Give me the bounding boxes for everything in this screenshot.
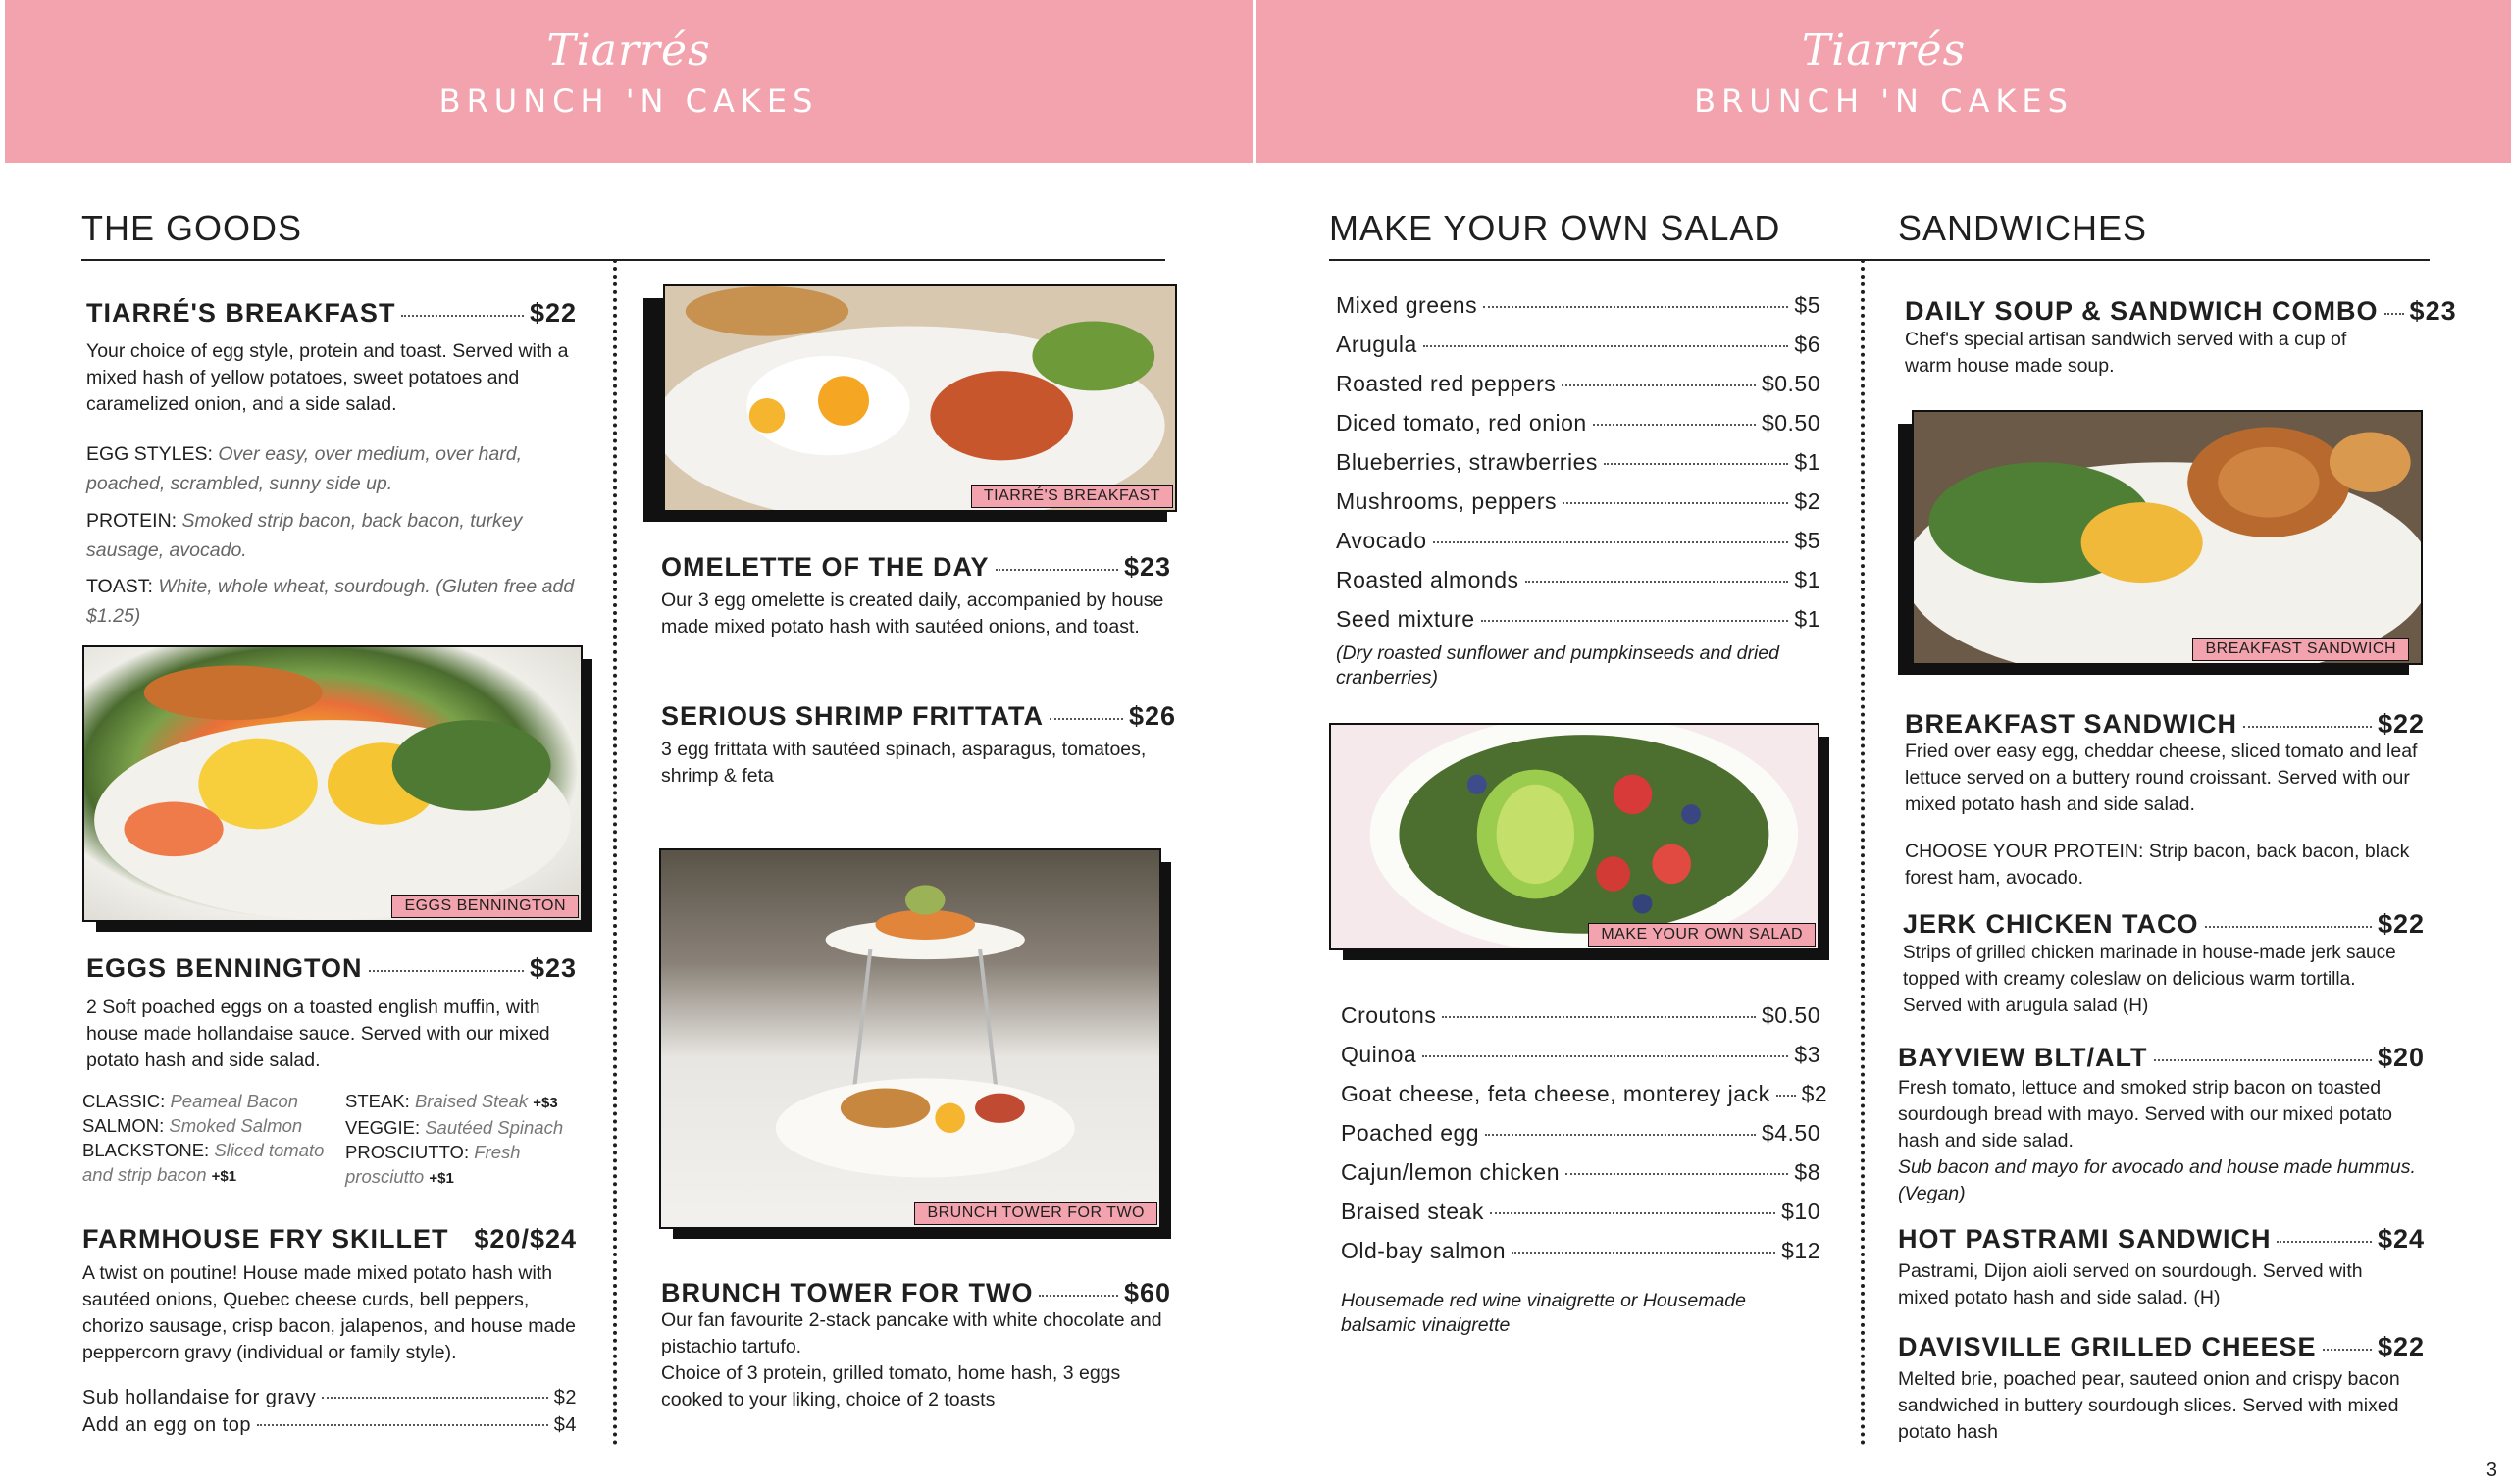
salad-item-price: $8 [1794, 1159, 1820, 1185]
salad-item [1336, 449, 1820, 476]
salad-item-price: $1 [1794, 606, 1820, 632]
salad-item [1341, 1199, 1820, 1225]
photo-caption: BREAKFAST SANDWICH [2192, 638, 2409, 661]
salad-item-price: $0.50 [1761, 1002, 1820, 1028]
photo-caption: MAKE YOUR OWN SALAD [1588, 923, 1816, 947]
brand-subtitle: BRUNCH 'N CAKES [1694, 82, 2074, 120]
salad-item [1336, 488, 1820, 515]
dot-leader [1593, 424, 1756, 426]
salad-item-price: $2 [1794, 488, 1820, 514]
food-image [1331, 725, 1818, 948]
header-banner-right [1256, 0, 2511, 163]
menu-item-title: DAILY SOUP & SANDWICH COMBO $23 [1905, 296, 2457, 326]
item-description: A twist on poutine! House made mixed potato hash with sautéed onions, Quebec cheese curds, bell peppers, chorizo sausage, crisp bacon, jalapenos, and house made peppercorn gravy (individual or family style). [82, 1262, 576, 1363]
dot-leader [1562, 384, 1756, 386]
salad-item-name: Goat cheese, feta cheese, monterey jack [1341, 1081, 1770, 1106]
header-banner-left [5, 0, 1253, 163]
bennington-options-right: STEAK: Braised Steak +$3 VEGGIE: Sautéed Spinach PROSCIUTTO: Fresh prosciutto +$1 [345, 1091, 564, 1187]
tiarres-breakfast-photo [653, 284, 1177, 522]
page-number: 3 [2485, 1459, 2497, 1481]
salad-item [1341, 1159, 1820, 1186]
food-image [1914, 412, 2421, 663]
menu-item-title: BAYVIEW BLT/ALT $20 [1898, 1043, 2425, 1072]
salad-item-name: Mixed greens [1336, 292, 1478, 318]
brand-logo: Tiarrés [546, 26, 711, 76]
salad-item-name: Poached egg [1341, 1120, 1480, 1146]
seed-note: (Dry roasted sunflower and pumpkinseeds and dried cranberries) [1336, 642, 1779, 689]
dot-leader [1512, 1252, 1775, 1254]
dot-leader [1604, 463, 1789, 465]
salad-item-price: $12 [1781, 1238, 1820, 1263]
bennington-options-left: CLASSIC: Peameal Bacon SALMON: Smoked Salmon BLACKSTONE: Sliced tomato and strip bacon +$1 [82, 1091, 325, 1185]
item-description: Chef's special artisan sandwich served with a cup of warm house made soup. [1905, 329, 2347, 377]
menu-item-title: JERK CHICKEN TACO $22 [1903, 909, 2425, 939]
food-image [665, 286, 1175, 510]
salad-item-name: Arugula [1336, 332, 1417, 357]
dot-leader [1490, 1212, 1775, 1214]
salad-item [1336, 292, 1820, 319]
salad-item [1336, 567, 1820, 593]
food-image [84, 647, 581, 920]
salad-item-name: Roasted red peppers [1336, 371, 1557, 396]
salad-item-price: $5 [1794, 528, 1820, 553]
salad-item [1341, 1120, 1820, 1147]
salad-item-price: $6 [1794, 332, 1820, 357]
salad-item [1336, 332, 1820, 358]
salad-item-price: $0.50 [1761, 410, 1820, 435]
item-description: Fried over easy egg, cheddar cheese, sliced tomato and leaf lettuce served on a buttery round croissant. Served with our mixed potato hash and side salad. [1905, 741, 2418, 815]
salad-item [1341, 1042, 1820, 1068]
dot-leader [1563, 502, 1788, 504]
menu-item-title: TIARRÉ'S BREAKFAST $22 [86, 298, 577, 328]
dressing-note: Housemade red wine vinaigrette or Housemade balsamic vinaigrette [1341, 1290, 1746, 1336]
photo-caption: BRUNCH TOWER FOR TWO [914, 1202, 1157, 1225]
dot-leader [1485, 1134, 1756, 1136]
brand-subtitle: BRUNCH 'N CAKES [438, 82, 819, 120]
salad-item-price: $5 [1794, 292, 1820, 318]
item-description: Melted brie, poached pear, sauteed onion and crispy bacon sandwiched in buttery sourdough slices. Served with mixed potato hash [1898, 1368, 2400, 1443]
menu-item-title: BRUNCH TOWER FOR TWO $60 [661, 1278, 1171, 1307]
menu-item-title: HOT PASTRAMI SANDWICH $24 [1898, 1224, 2425, 1254]
salad-item-price: $2 [1801, 1081, 1828, 1106]
item-description: Your choice of egg style, protein and toast. Served with a mixed hash of yellow potatoes, sweet potatoes and caramelized onion, and a side salad. [86, 340, 569, 415]
salad-item-price: $4.50 [1761, 1120, 1820, 1146]
dot-leader [1776, 1095, 1796, 1097]
add-on-row: Sub hollandaise for gravy $2 [82, 1387, 577, 1408]
salad-item-price: $3 [1794, 1042, 1820, 1067]
item-description: Fresh tomato, lettuce and smoked strip bacon on toasted sourdough bread with mayo. Served with our mixed potato hash and side salad. Sub bacon and mayo for avocado and house made hummus. (Vegan) [1898, 1077, 2416, 1204]
breakfast-sandwich-photo [1898, 410, 2423, 675]
dot-leader [1423, 345, 1789, 347]
dot-leader [1565, 1173, 1788, 1175]
salad-item [1341, 1002, 1820, 1029]
item-description: 3 egg frittata with sautéed spinach, asparagus, tomatoes, shrimp & feta [661, 739, 1147, 787]
photo-caption: TIARRÉ'S BREAKFAST [971, 485, 1173, 508]
salad-item-name: Roasted almonds [1336, 567, 1519, 592]
egg-styles: EGG STYLES: Over easy, over medium, over hard, poached, scrambled, sunny side up. [86, 443, 522, 494]
salad-item [1336, 606, 1820, 633]
menu-item-title: BREAKFAST SANDWICH $22 [1905, 709, 2425, 739]
salad-item-name: Cajun/lemon chicken [1341, 1159, 1561, 1185]
food-image [661, 850, 1159, 1227]
item-description: Strips of grilled chicken marinade in house-made jerk sauce topped with creamy coleslaw on delicious warm tortilla. Served with arugula salad (H) [1903, 943, 2396, 1016]
eggs-bennington-photo [82, 645, 592, 932]
salad-item-name: Seed mixture [1336, 606, 1475, 632]
divider [81, 259, 1165, 261]
salad-item-price: $1 [1794, 449, 1820, 475]
salad-item-name: Old-bay salmon [1341, 1238, 1507, 1263]
dot-leader [1483, 306, 1788, 308]
item-description: 2 Soft poached eggs on a toasted english muffin, with house made hollandaise sauce. Served with our mixed potato hash and side salad. [86, 997, 550, 1071]
salad-item-name: Diced tomato, red onion [1336, 410, 1587, 435]
salad-item-price: $10 [1781, 1199, 1820, 1224]
salad-item-name: Croutons [1341, 1002, 1437, 1028]
brand-logo: Tiarrés [1801, 26, 1967, 76]
brunch-tower-photo [659, 848, 1171, 1239]
protein-options: CHOOSE YOUR PROTEIN: Strip bacon, back bacon, black forest ham, avocado. [1905, 841, 2410, 889]
item-description: Our fan favourite 2-stack pancake with white chocolate and pistachio tartufo. Choice of 3 protein, grilled tomato, home hash, 3 eggs cooked to your liking, choice of 2 toasts [661, 1309, 1162, 1410]
section-title-salad: MAKE YOUR OWN SALAD [1329, 208, 1781, 248]
menu-item-title: EGGS BENNINGTON $23 [86, 953, 577, 983]
item-description: Our 3 egg omelette is created daily, accompanied by house made mixed potato hash with sautéed onions, and toast. [661, 589, 1164, 638]
photo-caption: EGGS BENNINGTON [391, 895, 579, 918]
protein-options: PROTEIN: Smoked strip bacon, back bacon, turkey sausage, avocado. [86, 510, 523, 561]
menu-item-title: SERIOUS SHRIMP FRITTATA $26 [661, 701, 1176, 731]
salad-item-name: Mushrooms, peppers [1336, 488, 1558, 514]
salad-item-name: Avocado [1336, 528, 1427, 553]
salad-item [1341, 1238, 1820, 1264]
column-divider [613, 259, 617, 1446]
section-title-goods: THE GOODS [81, 208, 303, 248]
salad-photo [1329, 723, 1829, 960]
section-title-sandwiches: SANDWICHES [1898, 208, 2148, 248]
salad-item-name: Quinoa [1341, 1042, 1417, 1067]
menu-item-title: OMELETTE OF THE DAY $23 [661, 552, 1171, 582]
dot-leader [1433, 541, 1789, 543]
toast-options: TOAST: White, whole wheat, sourdough. (Gluten free add $1.25) [86, 576, 575, 627]
menu-item-title: FARMHOUSE FRY SKILLET $20/$24 [82, 1224, 577, 1254]
salad-item-name: Blueberries, strawberries [1336, 449, 1598, 475]
salad-item [1336, 410, 1820, 436]
salad-item-name: Braised steak [1341, 1199, 1484, 1224]
dot-leader [1525, 581, 1789, 583]
add-on-row: Add an egg on top $4 [82, 1414, 577, 1436]
salad-item-price: $1 [1794, 567, 1820, 592]
salad-item [1341, 1081, 1828, 1107]
salad-item [1336, 371, 1820, 397]
divider [1329, 259, 2430, 261]
dot-leader [1481, 620, 1789, 622]
menu-item-title: DAVISVILLE GRILLED CHEESE $22 [1898, 1332, 2425, 1361]
dot-leader [1422, 1055, 1788, 1057]
dot-leader [1442, 1016, 1756, 1018]
column-divider [1861, 259, 1865, 1446]
salad-item [1336, 528, 1820, 554]
salad-item-price: $0.50 [1761, 371, 1820, 396]
item-description: Pastrami, Dijon aioli served on sourdough. Served with mixed potato hash and side salad. (H) [1898, 1260, 2363, 1308]
